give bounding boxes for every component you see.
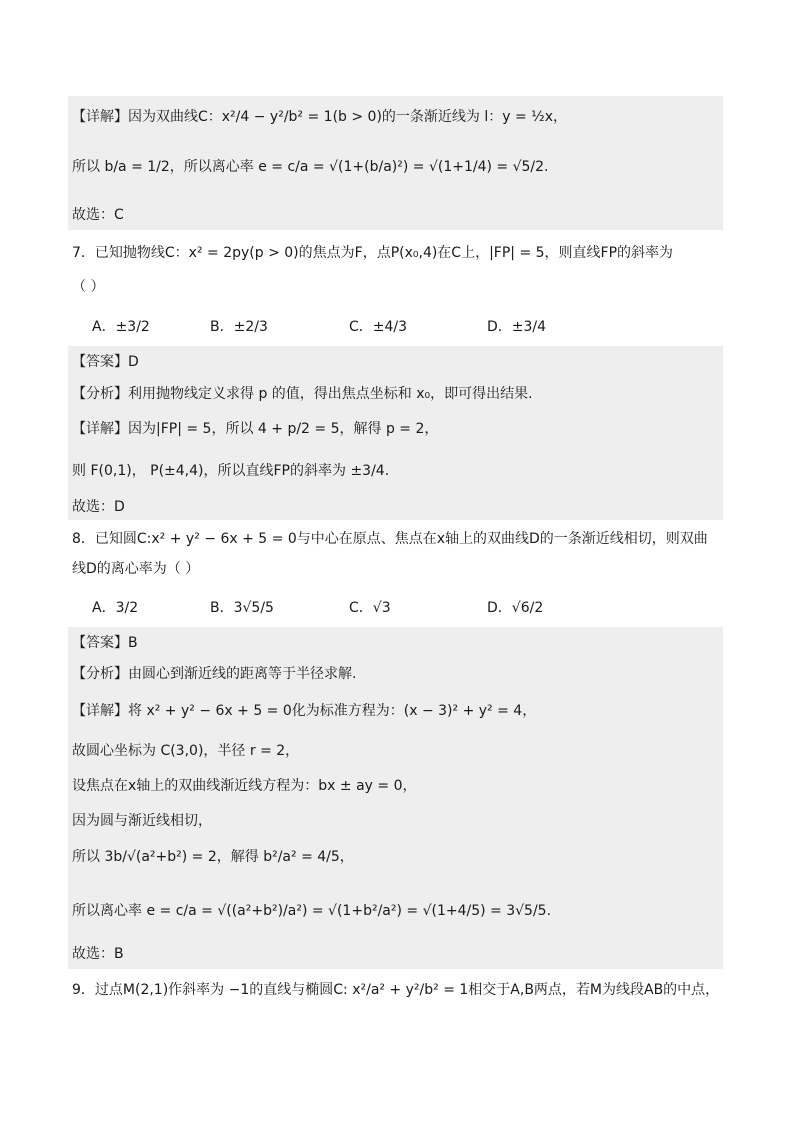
q8-option-b: B．3√5/5 bbox=[210, 600, 274, 616]
q8-option-a: A．3/2 bbox=[92, 600, 139, 616]
q7-answer-tag: 【答案】D bbox=[72, 354, 139, 370]
q8-detail: 【详解】将 x² + y² − 6x + 5 = 0化为标准方程为：(x − 3)² + y² = 4， bbox=[72, 703, 537, 719]
q8-detail-line4: 因为圆与渐近线相切， bbox=[72, 813, 212, 829]
q7-option-b: B．±2/3 bbox=[210, 319, 268, 335]
q6-answer: 故选：C bbox=[72, 207, 124, 223]
q7-stem: 7．已知抛物线C：x² = 2py(p > 0)的焦点为F，点P(x₀,4)在C上，|FP| = 5，则直线FP的斜率为 bbox=[72, 245, 674, 261]
q8-detail-line2: 故圆心坐标为 C(3,0)，半径 r = 2， bbox=[72, 743, 300, 759]
q8-detail-line3: 设焦点在x轴上的双曲线渐近线方程为：bx ± ay = 0， bbox=[72, 778, 417, 794]
q8-option-d: D．√6/2 bbox=[487, 600, 544, 616]
q7-detail: 【详解】因为|FP| = 5，所以 4 + p/2 = 5，解得 p = 2， bbox=[72, 421, 439, 437]
q6-detail: 【详解】因为双曲线C：x²/4 − y²/b² = 1(b > 0)的一条渐近线为 l：y = ½x， bbox=[72, 109, 568, 125]
q8-answer-tag: 【答案】B bbox=[72, 635, 138, 651]
q6-detail-line2: 所以 b/a = 1/2，所以离心率 e = c/a = √(1+(b/a)²) = √(1+1/4) = √5/2. bbox=[72, 159, 549, 175]
q7-answer: 故选：D bbox=[72, 499, 125, 515]
q7-paren: （ ） bbox=[72, 279, 105, 295]
q8-answer: 故选：B bbox=[72, 946, 124, 962]
q8-analysis: 【分析】由圆心到渐近线的距离等于半径求解. bbox=[72, 666, 357, 682]
q8-stem: 8．已知圆C:x² + y² − 6x + 5 = 0与中心在原点、焦点在x轴上的双曲线D的一条渐近线相切，则双曲 bbox=[72, 531, 708, 547]
q7-analysis: 【分析】利用抛物线定义求得 p 的值，得出焦点坐标和 x₀，即可得出结果. bbox=[72, 386, 533, 402]
q7-detail-line2: 则 F(0,1)， P(±4,4)，所以直线FP的斜率为 ±3/4. bbox=[72, 463, 390, 479]
q9-stem: 9．过点M(2,1)作斜率为 −1的直线与椭圆C: x²/a² + y²/b² = 1相交于A,B两点，若M为线段AB的中点， bbox=[72, 982, 720, 998]
q8-detail-line6: 所以离心率 e = c/a = √((a²+b²)/a²) = √(1+b²/a²) = √(1+4/5) = 3√5/5. bbox=[72, 903, 552, 919]
q8-option-c: C．√3 bbox=[349, 600, 391, 616]
q7-option-d: D．±3/4 bbox=[487, 319, 547, 335]
q8-stem-line2: 线D的离心率为（ ） bbox=[72, 561, 200, 577]
q7-option-c: C．±4/3 bbox=[349, 319, 408, 335]
q7-option-a: A．±3/2 bbox=[92, 319, 150, 335]
q8-detail-line5: 所以 3b/√(a²+b²) = 2，解得 b²/a² = 4/5， bbox=[72, 849, 354, 865]
